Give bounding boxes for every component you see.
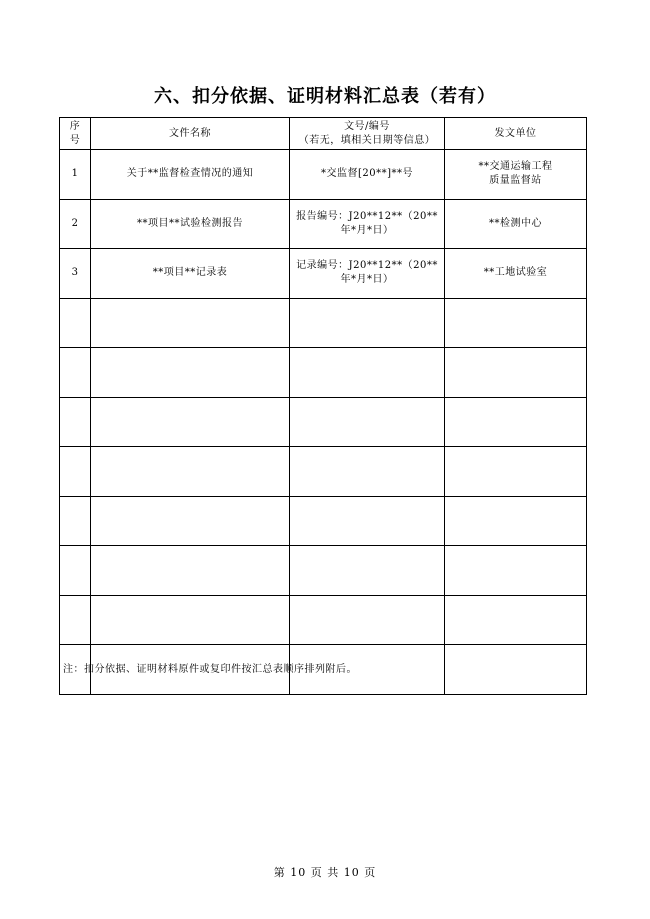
cell-empty: [60, 447, 91, 497]
cell-empty: [60, 595, 91, 645]
cell-empty: [91, 595, 290, 645]
header-issuer: 发文单位: [445, 118, 587, 150]
cell-doc-number: [290, 199, 445, 249]
table-row: [60, 249, 587, 299]
table-row-empty: [60, 496, 587, 546]
cell-no: 3: [60, 249, 91, 299]
cell-empty: [445, 595, 587, 645]
table-row-empty: [60, 397, 587, 447]
doc-line2: 年*月*日）: [340, 224, 394, 236]
issuer-line1: **检测中心: [489, 217, 542, 229]
cell-empty: [445, 496, 587, 546]
cell-file-name: **项目**试验检测报告: [91, 199, 290, 249]
cell-empty: [290, 447, 445, 497]
cell-empty: [60, 298, 91, 348]
issuer-line1: **交通运输工程: [478, 161, 553, 173]
cell-empty: [290, 546, 445, 596]
table-row-empty: [60, 546, 587, 596]
cell-no: 2: [60, 199, 91, 249]
cell-issuer: [445, 249, 587, 299]
cell-empty: [290, 496, 445, 546]
cell-empty: [445, 546, 587, 596]
cell-empty: [290, 397, 445, 447]
issuer-line1: **工地试验室: [483, 267, 548, 279]
table-row-empty: [60, 595, 587, 645]
header-no: [60, 118, 91, 150]
cell-empty: [91, 397, 290, 447]
table-row-empty: [60, 447, 587, 497]
cell-empty: [445, 645, 587, 695]
doc-line1: 记录编号：J20**12**（20**: [296, 260, 438, 272]
cell-empty: [91, 298, 290, 348]
doc-line2: 年*月*日）: [340, 274, 394, 286]
cell-empty: [91, 546, 290, 596]
cell-no: 1: [60, 150, 91, 200]
cell-empty: [445, 298, 587, 348]
header-doc-line2: （若无，填相关日期等信息）: [298, 134, 436, 146]
cell-empty: [60, 496, 91, 546]
cell-doc-number: [290, 150, 445, 200]
cell-empty: [91, 348, 290, 398]
cell-empty: [91, 496, 290, 546]
table-row-empty: [60, 298, 587, 348]
header-no-line1: 序: [69, 120, 81, 132]
page-title: 六、扣分依据、证明材料汇总表（若有）: [154, 86, 496, 107]
page-footer: 第 10 页 共 10 页: [273, 866, 377, 879]
doc-line1: *交监督[20**]**号: [320, 168, 414, 180]
cell-issuer: [445, 150, 587, 200]
doc-line1: 报告编号：J20**12**（20**: [296, 210, 438, 222]
cell-empty: [445, 348, 587, 398]
cell-empty: [290, 595, 445, 645]
table-note: 注：扣分依据、证明材料原件或复印件按汇总表顺序排列附后。: [63, 664, 357, 675]
cell-empty: [290, 348, 445, 398]
table-row-empty: [60, 348, 587, 398]
header-doc-line1: 文号/编号: [344, 120, 390, 132]
cell-file-name: 关于**监督检查情况的通知: [91, 150, 290, 200]
cell-empty: [91, 447, 290, 497]
issuer-line2: 质量监督站: [489, 175, 542, 187]
cell-issuer: [445, 199, 587, 249]
table-row: [60, 199, 587, 249]
cell-empty: [60, 348, 91, 398]
evidence-summary-table: [59, 117, 587, 695]
cell-empty: [445, 397, 587, 447]
cell-file-name: **项目**记录表: [91, 249, 290, 299]
cell-empty: [290, 298, 445, 348]
header-no-line2: 号: [69, 134, 81, 146]
header-file-name: 文件名称: [91, 118, 290, 150]
header-doc-number: [290, 118, 445, 150]
cell-empty: [445, 447, 587, 497]
table-header-row: [60, 118, 587, 150]
cell-doc-number: [290, 249, 445, 299]
table-row: [60, 150, 587, 200]
cell-empty: [60, 397, 91, 447]
cell-empty: [60, 546, 91, 596]
